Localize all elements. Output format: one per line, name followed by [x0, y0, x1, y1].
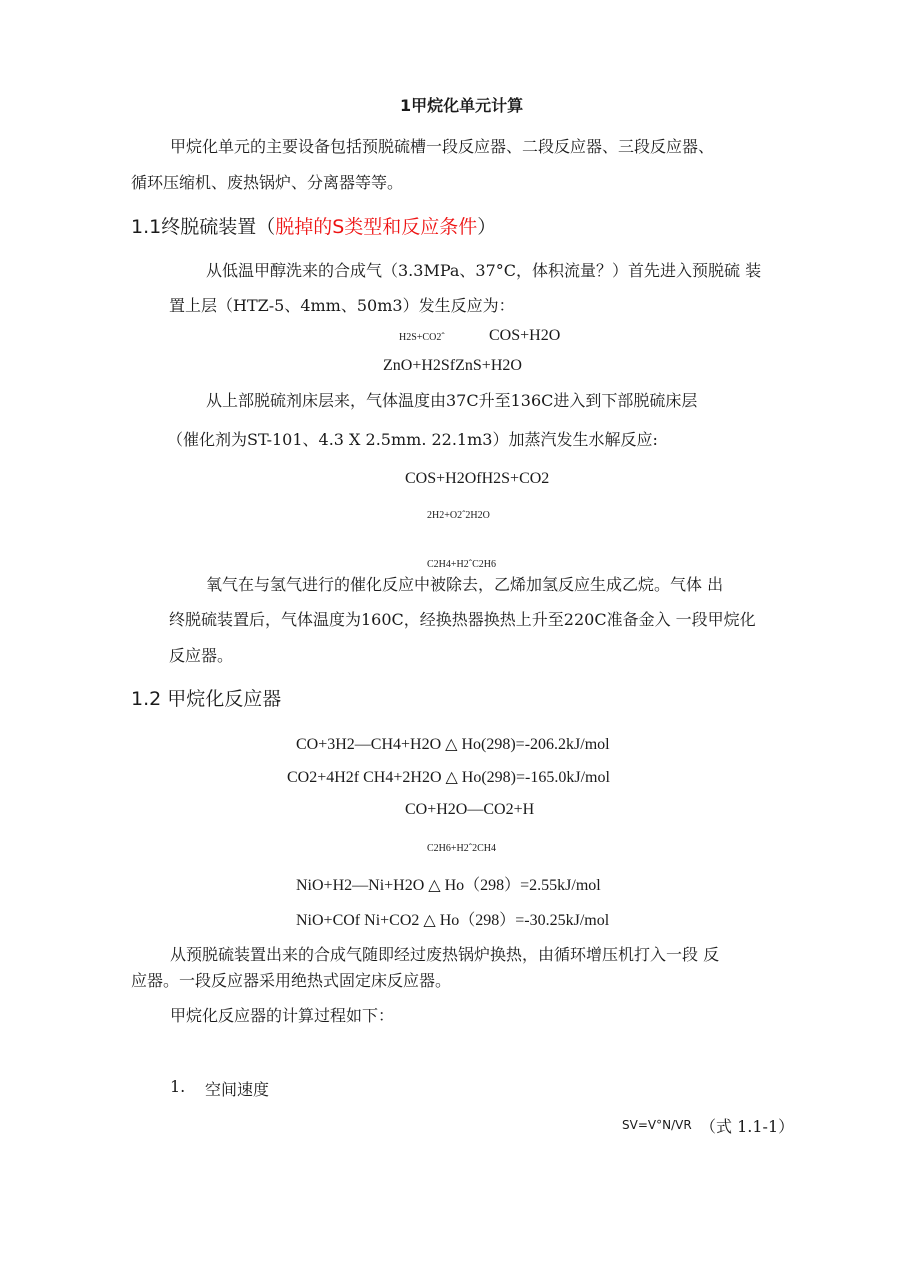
eq-h2s-co2: H2S+CO2ˆ [399, 332, 445, 343]
eq-methanation-co: CO+3H2—CH4+H2O △ Ho(298)=-206.2kJ/mol [296, 736, 610, 753]
eq-zno-h2s: ZnO+H2SfZnS+H2O [383, 357, 522, 374]
eq-c2h4-h2-clipped: C2H4+H2ˆC2H6 [427, 559, 496, 570]
s2-para2: 甲烷化反应器的计算过程如下： [170, 1006, 395, 1025]
list-number: 1. [170, 1077, 186, 1096]
eq-water-gas-shift: CO+H2O—CO2+H [405, 801, 535, 818]
s1-para1-line-1: 从低温甲醇洗来的合成气（3.3MPa、37°C，体积流量？）首先进入预脱硫 装 [206, 261, 762, 280]
eq-cos-h2o: COS+H2O [489, 327, 561, 344]
list-item-space-velocity: 空间速度 [205, 1080, 270, 1099]
eq-ethane-hydrogenolysis: C2H6+H2ˆ2CH4 [427, 843, 496, 854]
eq-methanation-co2: CO2+4H2f CH4+2H2O △ Ho(298)=-165.0kJ/mol [287, 769, 610, 786]
s1-para1-line-2: 置上层（HTZ-5、4mm、50m3）发生反应为： [169, 296, 515, 315]
formula-space-velocity: SV=V°N/VR [622, 1118, 692, 1132]
eq-nio-co: NiO+COf Ni+CO2 △ Ho（298）=-30.25kJ/mol [296, 912, 610, 929]
s1-para2-line-2: （催化剂为ST-101、4.3 X 2.5mm. 22.1m3）加蒸汽发生水解反应: [167, 430, 658, 449]
eq-h2-o2: 2H2+O2ˆ2H2O [427, 510, 490, 521]
s2-para1-line-1: 从预脱硫装置出来的合成气随即经过废热锅炉换热，由循环增压机打入一段 反 [170, 945, 720, 964]
heading-red-note: 脱掉的S类型和反应条件 [275, 216, 478, 238]
section-1-1-heading [131, 212, 496, 239]
s1-para3-line-2: 终脱硫装置后，气体温度为160C，经换热器换热上升至220C准备金入 一段甲烷化 [169, 610, 756, 629]
heading-close: ） [477, 216, 497, 238]
section-1-2-heading: 1.2 甲烷化反应器 [131, 688, 282, 710]
eq-nio-h2: NiO+H2—Ni+H2O △ Ho（298）=2.55kJ/mol [296, 877, 601, 894]
s2-para1-line-2: 应器。一段反应器采用绝热式固定床反应器。 [131, 971, 452, 990]
s1-para2-line-1: 从上部脱硫剂床层来，气体温度由37C升至136C进入到下部脱硫床层 [206, 391, 698, 410]
s1-para3-line-3: 反应器。 [169, 646, 234, 665]
eq-cos-hydrolysis: COS+H2OfH2S+CO2 [405, 470, 550, 487]
formula-ref: （式 1.1-1） [700, 1117, 795, 1136]
s1-para3-line-1: 氧气在与氢气进行的催化反应中被除去，乙烯加氢反应生成乙烷。气体 出 [206, 575, 724, 594]
heading-text: 1.1终脱硫装置（ [131, 216, 276, 238]
page-title: 1甲烷化单元计算 [400, 96, 524, 115]
intro-line-2: 循环压缩机、废热锅炉、分离器等等。 [131, 173, 404, 192]
intro-line-1: 甲烷化单元的主要设备包括预脱硫槽一段反应器、二段反应器、三段反应器、 [170, 137, 715, 156]
